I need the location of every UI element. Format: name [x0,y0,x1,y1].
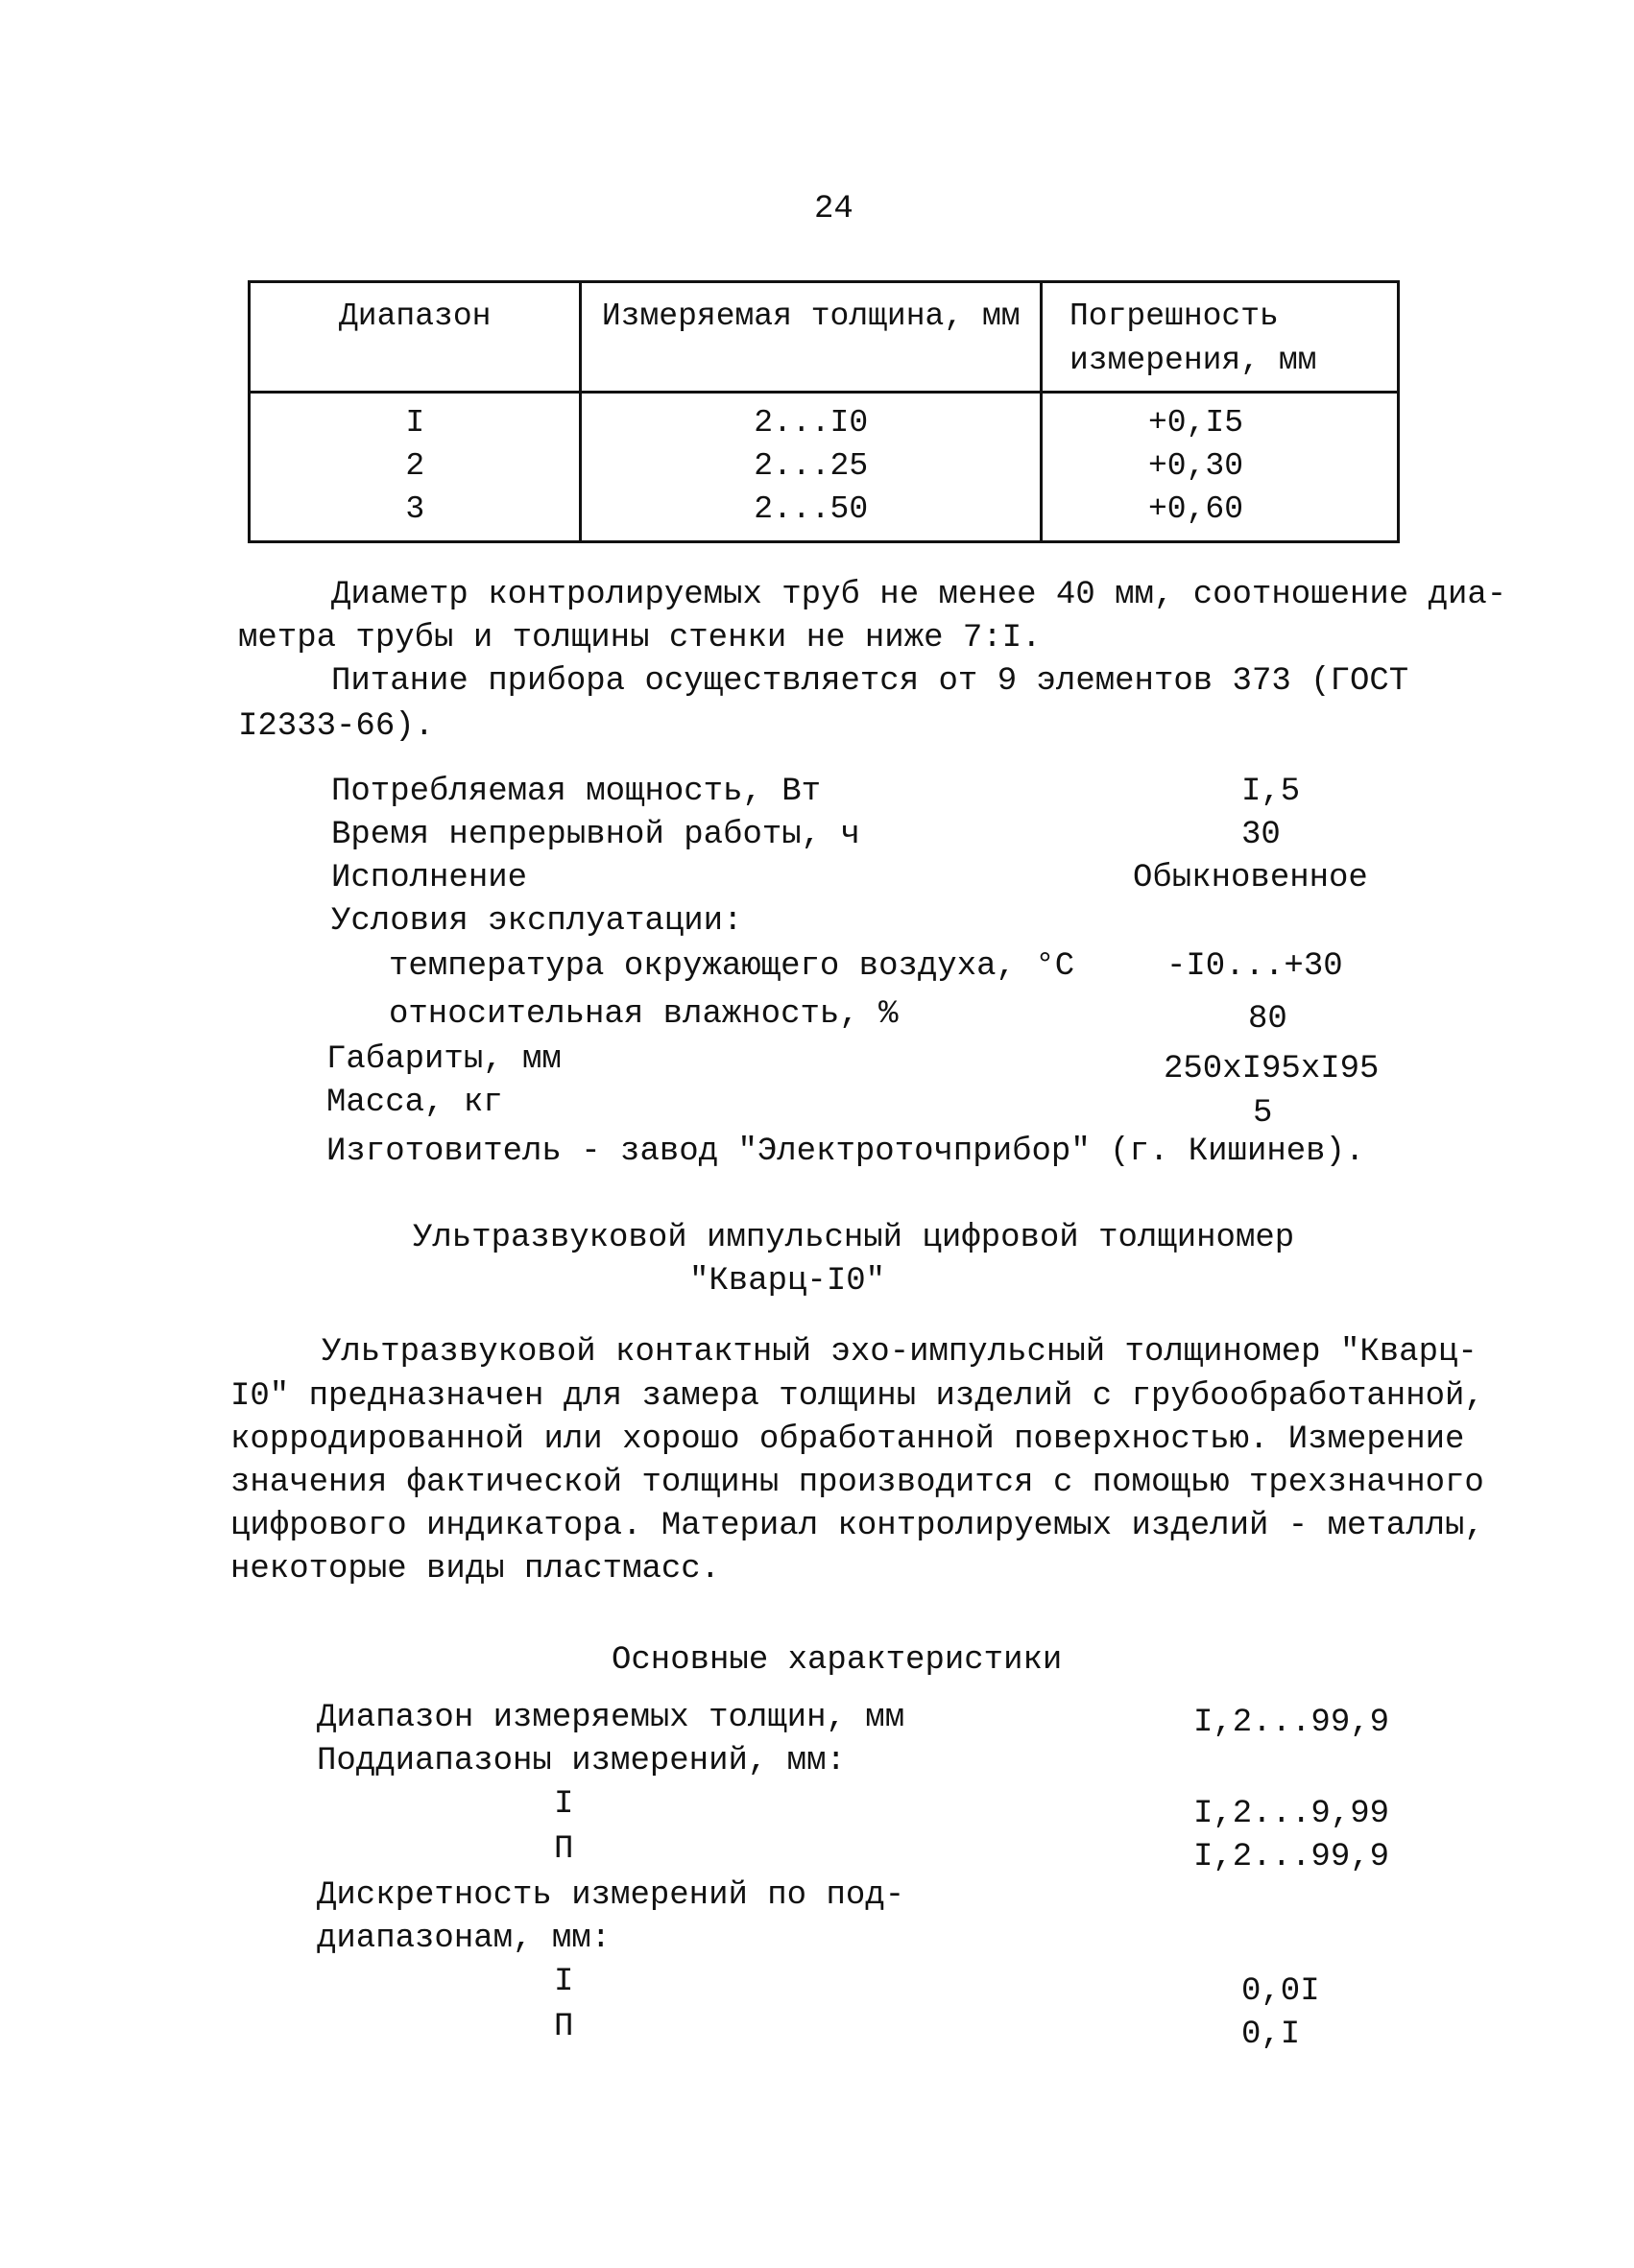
section3-title: Основные характеристики [612,1642,1063,1679]
col-error [1042,393,1399,542]
cell-range: I [405,405,425,441]
discrete-I-value: 0,0I [1241,1973,1320,2010]
cell-error: +0,I5 [1148,405,1244,441]
discrete-label-line2: диапазонам, мм: [317,1921,612,1957]
power-value: I,5 [1241,774,1301,810]
header-error [1042,282,1399,393]
discrete-II-label: П [554,2009,574,2045]
desc-line: некоторые виды пластмасс. [230,1551,721,1588]
header-error-line2: измерения, мм [1069,343,1317,378]
cell-range: 3 [405,491,425,527]
desc-line: значения фактической толщины производится с помощью трехзначного [230,1465,1484,1501]
version-value: Обыкновенное [1133,860,1368,896]
work-time-value: 30 [1241,817,1281,853]
cell-error: +0,30 [1148,448,1244,484]
desc-line: корродированной или хорошо обработанной поверхностью. Измерение [230,1421,1465,1458]
temperature-label: температура окружающего воздуха, °С [389,948,1075,985]
subranges-label: Поддиапазоны измерений, мм: [317,1743,846,1779]
conditions-label: Условия эксплуатации: [331,903,743,940]
humidity-value: 80 [1248,1001,1287,1038]
mass-label: Масса, кг [326,1085,503,1121]
manufacturer: Изготовитель - завод "Электроточприбор" (г. Кишинев). [326,1134,1365,1170]
power-label: Потребляемая мощность, Вт [331,774,822,810]
range-label: Диапазон измеряемых толщин, мм [317,1700,905,1736]
subrange-I-label: I [554,1786,574,1823]
desc-line: I0" предназначен для замера толщины изделий с грубообработанной, [230,1378,1484,1415]
range-value: I,2...99,9 [1193,1705,1390,1741]
header-error-line1: Погрешность [1069,298,1279,334]
dimensions-label: Габариты, мм [326,1041,562,1078]
para2-line2: I2333-66). [238,708,435,745]
cell-thickness: 2...I0 [754,405,869,441]
page-number: 24 [814,191,853,227]
table-header-row [250,282,1399,393]
discrete-label-line1: Дискретность измерений по под- [317,1877,905,1914]
section2-title-line1: Ультразвуковой импульсный цифровой толщиномер [413,1220,1295,1256]
col-range [250,393,581,542]
table-body [250,393,1399,542]
work-time-label: Время непрерывной работы, ч [331,817,860,853]
header-thickness: Измеряемая толщина, мм [581,282,1042,393]
temperature-value: -I0...+30 [1166,948,1343,985]
para1-line1: Диаметр контролируемых труб не менее 40 мм, соотношение диа- [331,577,1507,613]
subrange-II-label: П [554,1831,574,1868]
section2-title-line2: "Кварц-I0" [689,1263,886,1300]
cell-thickness: 2...50 [754,491,869,527]
version-label: Исполнение [331,860,528,896]
para1-line2: метра трубы и толщины стенки не ниже 7:I. [238,620,1042,657]
desc-line: цифрового индикатора. Материал контролируемых изделий - металлы, [230,1508,1484,1544]
col-thickness [581,393,1042,542]
cell-thickness: 2...25 [754,448,869,484]
discrete-II-value: 0,I [1241,2017,1301,2053]
dimensions-value: 250хI95хI95 [1164,1051,1380,1087]
measurement-range-table [248,280,1400,543]
subrange-II-value: I,2...99,9 [1193,1839,1390,1875]
para2-line1: Питание прибора осуществляется от 9 элементов 373 (ГОСТ [331,663,1409,700]
subrange-I-value: I,2...9,99 [1193,1796,1390,1832]
humidity-label: относительная влажность, % [389,996,899,1033]
cell-range: 2 [405,448,425,484]
desc-line: Ультразвуковой контактный эхо-импульсный толщиномер "Кварц- [322,1334,1478,1371]
discrete-I-label: I [554,1964,574,2000]
mass-value: 5 [1253,1095,1273,1132]
header-range: Диапазон [250,282,581,393]
cell-error: +0,60 [1148,491,1244,527]
